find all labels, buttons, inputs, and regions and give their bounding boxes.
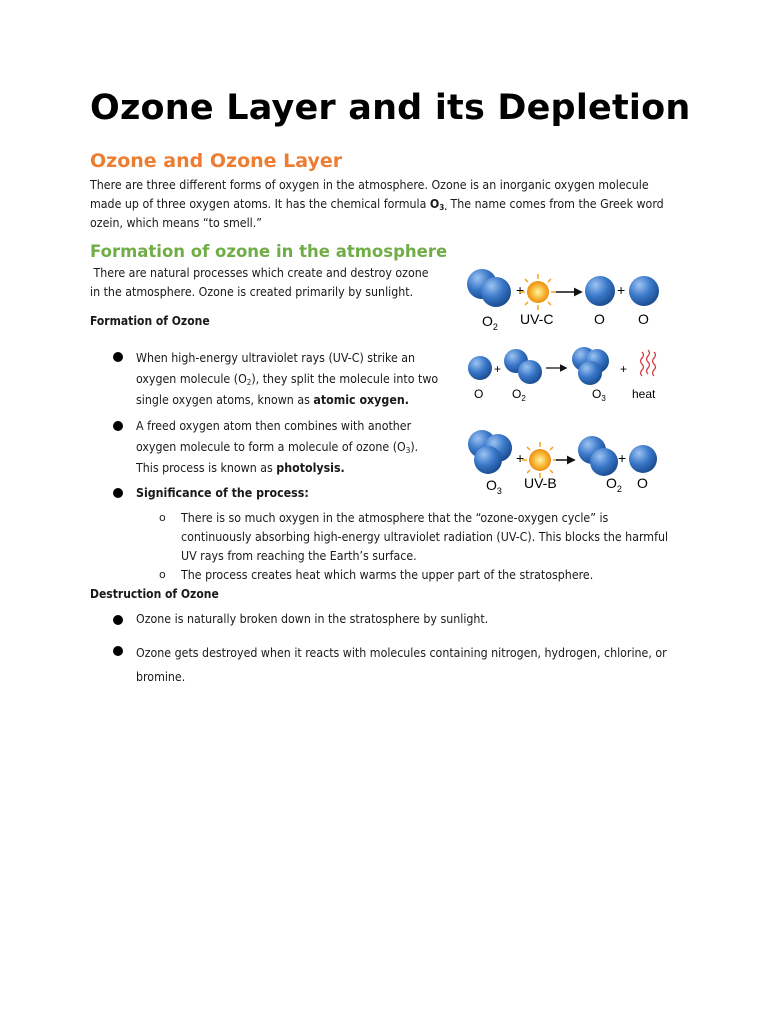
label-text: O [482, 313, 493, 329]
section-heading-formation: Formation of ozone in the atmosphere [90, 242, 448, 261]
list-item [136, 348, 456, 411]
term-atomic-oxygen: atomic oxygen. [313, 393, 409, 407]
label-subscript: 2 [521, 394, 526, 403]
formula-subscript: 3. [439, 203, 448, 212]
formula-letter: O [429, 197, 440, 211]
document-title: Ozone Layer and its Depletion [90, 88, 691, 128]
bullet-marker [113, 488, 123, 498]
label-text: O [512, 387, 522, 401]
label-o3 [592, 387, 606, 403]
list-item [136, 641, 681, 689]
bullet-marker [113, 615, 123, 625]
plus-sign: + [620, 362, 628, 376]
label-o: O [637, 475, 648, 491]
text-span: ). [410, 440, 419, 454]
paragraph-line: ozein, which means “to smell.” [90, 216, 262, 230]
oxygen-atom [629, 445, 657, 473]
label-o3 [486, 477, 502, 496]
subheading-destruction-of-ozone: Destruction of Ozone [90, 587, 219, 601]
label-subscript: 2 [492, 322, 498, 332]
list-item-line [136, 390, 456, 411]
sun-icon [522, 442, 558, 478]
section-heading-ozone-layer: Ozone and Ozone Layer [90, 150, 343, 172]
paragraph-line: in the atmosphere. Ozone is created primarily by sunlight. [90, 285, 414, 299]
label-subscript: 2 [616, 484, 622, 494]
reaction-row-1 [467, 269, 659, 332]
label-heat: heat [632, 387, 656, 401]
sub-bullet-marker: o [159, 568, 166, 581]
list-item-line: There is so much oxygen in the atmosphere that the “ozone-oxygen cycle” is [181, 511, 609, 525]
term-photolysis: photolysis. [276, 461, 345, 475]
label-uv-b: UV-B [524, 475, 557, 491]
paragraph-line [90, 195, 680, 214]
text-span: single oxygen atoms, known as [136, 393, 314, 407]
list-item [136, 416, 456, 479]
oxygen-atom [481, 277, 511, 307]
reaction-row-3 [468, 430, 657, 496]
oxygen-atom [629, 276, 659, 306]
text-span: The name comes from the Greek word [447, 197, 664, 211]
list-item-line: Ozone gets destroyed when it reacts with molecules containing nitrogen, hydrogen, chlorine, or [136, 646, 667, 660]
label-subscript: 3 [601, 394, 606, 403]
list-item-line: When high-energy ultraviolet rays (UV-C) strike an [136, 351, 416, 365]
subheading-formation-of-ozone: Formation of Ozone [90, 314, 210, 328]
list-item-line [136, 458, 456, 479]
text-span: oxygen molecule (O [136, 372, 247, 386]
ozone-intro-paragraph [90, 176, 680, 233]
label-uv-c: UV-C [520, 311, 554, 327]
list-item-line: continuously absorbing high-energy ultraviolet radiation (UV-C). This blocks the harmful [181, 530, 669, 544]
reaction-row-2 [468, 347, 656, 403]
text-span: oxygen molecule to form a molecule of ozone (O [136, 440, 406, 454]
text-span: This process is known as [136, 461, 277, 475]
label-o2 [606, 475, 622, 494]
heat-icon [641, 350, 656, 376]
formation-intro-paragraph [90, 264, 450, 302]
subscript: 3 [405, 446, 411, 455]
significance-heading: Significance of the process: [136, 486, 309, 500]
oxygen-atom [578, 361, 602, 385]
label-o: O [474, 387, 484, 401]
oxygen-atom [518, 360, 542, 384]
sub-list-item: The process creates heat which warms the upper part of the stratosphere. [181, 568, 594, 582]
plus-sign: + [618, 450, 627, 466]
sub-list-item [181, 509, 681, 566]
subscript: 2 [246, 378, 252, 387]
list-item-line [136, 437, 456, 458]
sun-icon [520, 274, 556, 310]
label-text: O [486, 477, 497, 493]
chemical-formula [430, 197, 447, 211]
list-item-line: bromine. [136, 670, 186, 684]
plus-sign: + [516, 450, 525, 466]
label-o2 [512, 387, 526, 403]
text-span: ), they split the molecule into two [251, 372, 439, 386]
label-o: O [638, 311, 649, 327]
sub-bullet-marker: o [159, 511, 166, 524]
oxygen-atom [590, 448, 618, 476]
plus-sign: + [617, 282, 626, 298]
list-item-line: UV rays from reaching the Earth’s surface. [181, 549, 417, 563]
text-span: made up of three oxygen atoms. It has the chemical formula [90, 197, 430, 211]
plus-sign: + [516, 282, 525, 298]
label-o2 [482, 313, 498, 332]
label-text: O [606, 475, 617, 491]
bullet-marker [113, 352, 123, 362]
list-item-line [136, 369, 456, 390]
label-o: O [594, 311, 605, 327]
label-subscript: 3 [496, 486, 502, 496]
paragraph-line: There are three different forms of oxygen in the atmosphere. Ozone is an inorganic oxygen molecule [90, 178, 649, 192]
list-item-line: A freed oxygen atom then combines with another [136, 419, 412, 433]
ozone-cycle-diagram [460, 262, 670, 502]
oxygen-atom [474, 446, 502, 474]
plus-sign: + [494, 362, 502, 376]
oxygen-atom [585, 276, 615, 306]
list-item: Ozone is naturally broken down in the stratosphere by sunlight. [136, 612, 489, 626]
bullet-marker [113, 421, 123, 431]
label-text: O [592, 387, 602, 401]
oxygen-atom [468, 356, 492, 380]
bullet-marker [113, 646, 123, 656]
paragraph-line: There are natural processes which create and destroy ozone [90, 266, 429, 280]
